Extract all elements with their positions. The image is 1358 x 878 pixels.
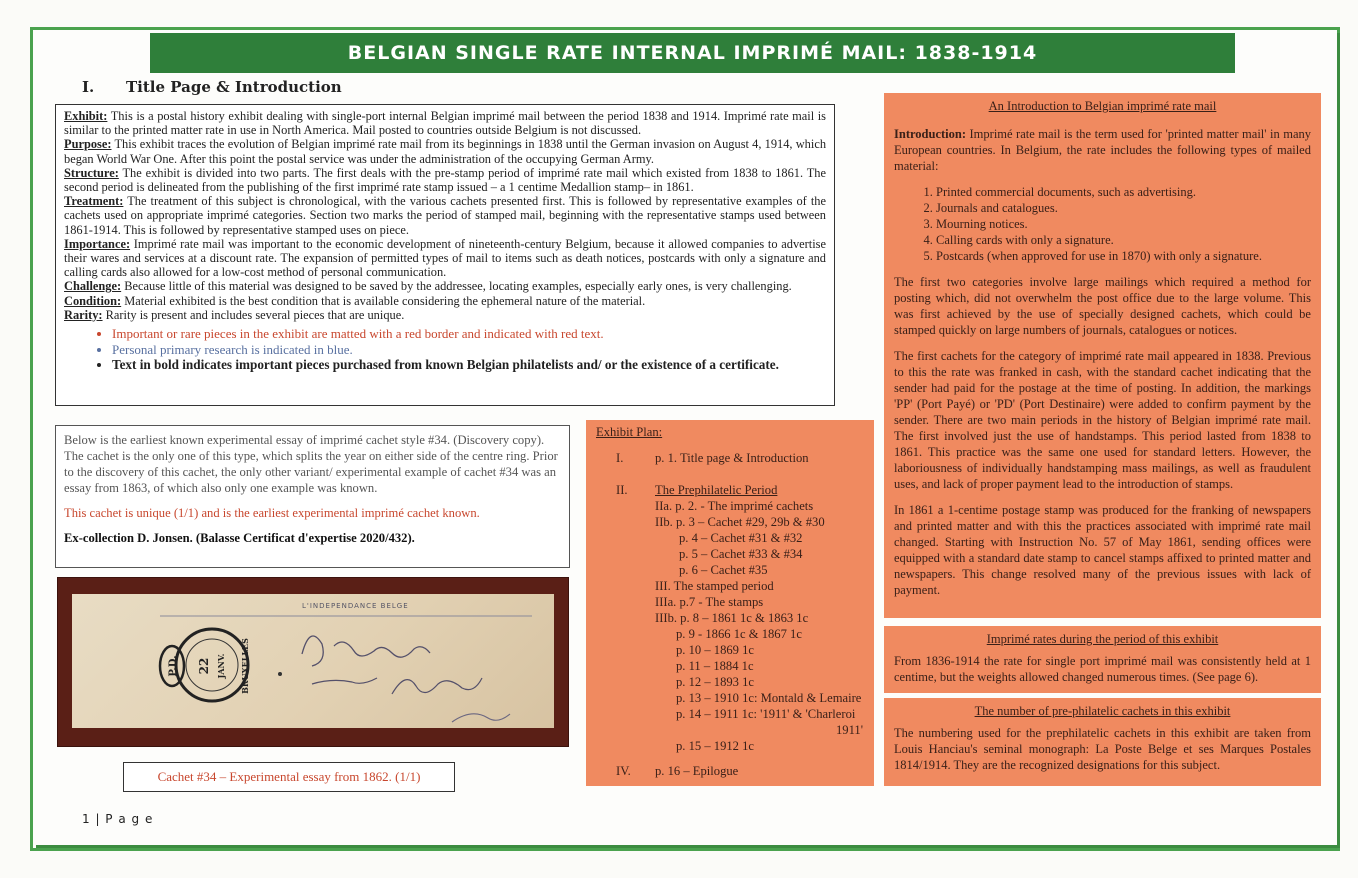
- treatment-label: Treatment:: [64, 194, 124, 209]
- cover-caption: Cachet #34 – Experimental essay from 1862. (1/1): [123, 762, 455, 792]
- plan-row: p. 12 – 1893 1c: [676, 675, 755, 689]
- cancel-day: 22: [197, 657, 211, 675]
- importance-label: Importance:: [64, 236, 131, 251]
- plan-row: p. 5 – Cachet #33 & #34: [679, 547, 803, 561]
- plan-row-num: I.: [616, 451, 624, 465]
- list-item: 1. Printed commercial documents, such as advertising.: [936, 184, 1311, 200]
- list-item: 3. Mourning notices.: [936, 216, 1311, 232]
- condition-label: Condition:: [64, 293, 122, 308]
- rates-panel-title: Imprimé rates during the period of this exhibit: [986, 632, 1219, 646]
- intro-panel-title: An Introduction to Belgian imprimé rate mail: [988, 99, 1217, 113]
- numbering-panel: [884, 698, 1321, 786]
- intro-panel-para2: The first cachets for the category of imprimé rate mail appeared in 1838. Previous to this the rate was franked in cash, with the standard cachet indicating that the sender had paid for the postage at the time of posting. In addition, the markings 'PP' (Port Payé) or 'PD' (Port Destinaire) were added to confirm payment by the sender. There are two main periods in the history of Belgian imprimé rate mail. The first involved just the use of handstamps. This period lasted from 1838 to 1861. This practice was the same one used for standard letters. However, the laboriousness of individually handstamping mass mailings, as well as fraudulent uses, and lack of proper payment lead to the introduction of stamps.: [894, 349, 1311, 491]
- plan-row: p. 1. Title page & Introduction: [655, 451, 809, 465]
- handwriting-line1: [302, 636, 430, 666]
- cover-image: [72, 594, 554, 728]
- intro-panel: [884, 93, 1321, 618]
- rates-panel-text: From 1836-1914 the rate for single port imprimé mail was consistently held at 1 centime, but the weights allowed changed numerous times. (See page 6).: [894, 654, 1311, 684]
- purpose-text: This exhibit traces the evolution of Belgian imprimé rate mail from its beginnings in 1838 until the German invasion on August 4, 1914, which began World War One. After this point the postal service was under the administration of the occupying German Army.: [64, 137, 827, 166]
- exhibit-label: Exhibit:: [64, 109, 108, 123]
- rarity-text: Rarity is present and includes several pieces that are unique.: [105, 307, 405, 322]
- plan-row: p. 14 – 1911 1c: '1911' & 'Charleroi: [676, 707, 856, 721]
- section-heading: [82, 78, 342, 96]
- rates-panel: [884, 626, 1321, 693]
- essay-box: [55, 425, 570, 568]
- plan-row: p. 4 – Cachet #31 & #32: [679, 531, 803, 545]
- frame-shadow-bottom: [36, 845, 1340, 848]
- page-number: 1 | P a g e: [82, 812, 154, 826]
- cancel-city: BRUXELLES: [240, 638, 250, 694]
- handwriting-line3: [452, 714, 510, 722]
- plan-row: p. 11 – 1884 1c: [676, 659, 754, 673]
- rarity-label: Rarity:: [64, 307, 103, 322]
- legend-red: • Important or rare pieces in the exhibit are matted with a red border and indicated with red text.: [112, 326, 826, 342]
- intro-panel-text: Imprimé rate mail is the term used for 'printed matter mail' in many European countries. In Belgium, the rate includes the following types of mailed material:: [894, 127, 1312, 173]
- plan-row: p. 10 – 1869 1c: [676, 643, 755, 657]
- essay-provenance: Ex-collection D. Jonsen. (Balasse Certificat d'expertise 2020/432).: [64, 531, 415, 545]
- plan-row: 1911': [836, 723, 863, 737]
- cover-header-print: L'INDEPENDANCE BELGE: [302, 602, 409, 610]
- plan-row: p. 6 – Cachet #35: [679, 563, 768, 577]
- challenge-text: Because little of this material was designed to be saved by the addressee, locating examples, especially early ones, is very challenging.: [124, 279, 792, 294]
- exhibit-banner: BELGIAN SINGLE RATE INTERNAL IMPRIMÉ MAIL: 1838-1914: [150, 33, 1235, 73]
- plan-row-num: IV.: [616, 764, 631, 778]
- purpose-label: Purpose:: [64, 137, 112, 152]
- mail-types-list: [894, 184, 1311, 264]
- list-item: 4. Calling cards with only a signature.: [936, 232, 1311, 248]
- numbering-panel-title: The number of pre-philatelic cachets in this exhibit: [974, 704, 1231, 718]
- intro-box: [55, 104, 835, 406]
- plan-row: p. 16 – Epilogue: [655, 764, 739, 778]
- structure-text: The exhibit is divided into two parts. The first deals with the pre-stamp period of imprimé rate mail which existed from 1838 to 1861. The second period is delineated from the publishing of the first imprimé rate stamp issued – a 1 centime Medallion stamp– in 1861.: [64, 165, 827, 195]
- plan-row: III. The stamped period: [655, 579, 774, 593]
- plan-row: IIIb. p. 8 – 1861 1c & 1863 1c: [655, 611, 809, 625]
- plan-row: IIa. p. 2. - The imprimé cachets: [655, 499, 814, 513]
- list-item: 5. Postcards (when approved for use in 1870) with only a signature.: [936, 248, 1311, 264]
- intro-panel-label: Introduction:: [894, 127, 967, 141]
- plan-row: IIIa. p.7 - The stamps: [655, 595, 764, 609]
- cancel-pd: P.D.: [168, 655, 179, 677]
- intro-panel-para1: The first two categories involve large mailings which required a method for posting which, did not overwhelm the post office due to the large volume. This was first achieved by the use of specially designed cachets, which could be stamped quickly on large numbers of journals, catalogues or notices.: [894, 275, 1311, 337]
- challenge-label: Challenge:: [64, 279, 122, 294]
- exhibit-text: This is a postal history exhibit dealing with single-port internal Belgian imprimé mail between the period 1838 and 1914. Imprimé rate mail is similar to the printed matter rate in use in North America. Mail posted to countries outside Belgium is not discussed.: [64, 109, 826, 138]
- cancel-month: JANV.: [216, 653, 226, 679]
- plan-row: The Prephilatelic Period: [655, 483, 778, 497]
- section-number: I.: [82, 78, 95, 96]
- list-item: 2. Journals and catalogues.: [936, 200, 1311, 216]
- condition-text: Material exhibited is the best condition that is available considering the ephemeral nature of the material.: [124, 293, 646, 308]
- numbering-panel-text: The numbering used for the prephilatelic cachets in this exhibit are taken from Louis Hanciau's seminal monograph: La Poste Belge et ses Marques Postales 1814/1914. They are the recognized designations for this subject.: [894, 726, 1311, 772]
- legend-bold: • Text in bold indicates important pieces purchased from known Belgian philatelists and/ or the existence of a certificate.: [112, 357, 826, 373]
- legend-blue: • Personal primary research is indicated in blue.: [112, 342, 826, 358]
- essay-text: Below is the earliest known experimental essay of imprimé cachet style #34. (Discovery copy). The cachet is the only one of this type, which splits the year on either side of the centre ring. Prior to the discovery of this cachet, the only other variant/ experimental example of cachet #34 was an essay from 1863, of which also only one example was known.: [64, 433, 558, 495]
- plan-row: p. 13 – 1910 1c: Montald & Lemaire: [676, 691, 862, 705]
- exhibit-plan: [586, 420, 874, 786]
- cover-mat: [58, 578, 568, 746]
- cancel-ring: [176, 629, 248, 701]
- structure-label: Structure:: [64, 165, 119, 180]
- frame-shadow-right: [1337, 33, 1340, 848]
- plan-row: p. 9 - 1866 1c & 1867 1c: [676, 627, 802, 641]
- handwriting-line2: [312, 678, 482, 694]
- section-title: Title Page & Introduction: [126, 78, 342, 96]
- plan-title: Exhibit Plan:: [596, 425, 663, 439]
- plan-row: IIb. p. 3 – Cachet #29, 29b & #30: [655, 515, 825, 529]
- legend-list: [64, 326, 826, 373]
- intro-panel-para3: In 1861 a 1-centime postage stamp was produced for the franking of newspapers and printed matter and with this the practices associated with imprimé rate mail changed. Starting with Instruction No. 57 of May 1861, sending offices were equipped with a standard date stamp to cancel stamps affixed to printed matter and newspapers. This change resolved many of the previous issues with lack of payment.: [894, 503, 1311, 597]
- essay-unique: This cachet is unique (1/1) and is the earliest experimental imprimé cachet known.: [64, 506, 480, 520]
- plan-row-num: II.: [616, 483, 628, 497]
- treatment-text: The treatment of this subject is chronological, with the various cachets presented first. This is followed by representative examples of the cachets used on appropriate imprimé categories. Section two marks the period of stamped mail, beginning with the representative stamps used between 1861-1914. This is followed by representative stamped uses on piece.: [64, 194, 826, 237]
- cover-svg: [72, 594, 554, 728]
- plan-row: p. 15 – 1912 1c: [676, 739, 755, 753]
- importance-text: Imprimé rate mail was important to the economic development of nineteenth-century Belgium, because it allowed companies to advertise their wares and services at a discount rate. The expansion of permitted types of mail to items such as death notices, postcards with only a signature and calling cards also allowed for a low-cost method of personal communication.: [64, 236, 826, 280]
